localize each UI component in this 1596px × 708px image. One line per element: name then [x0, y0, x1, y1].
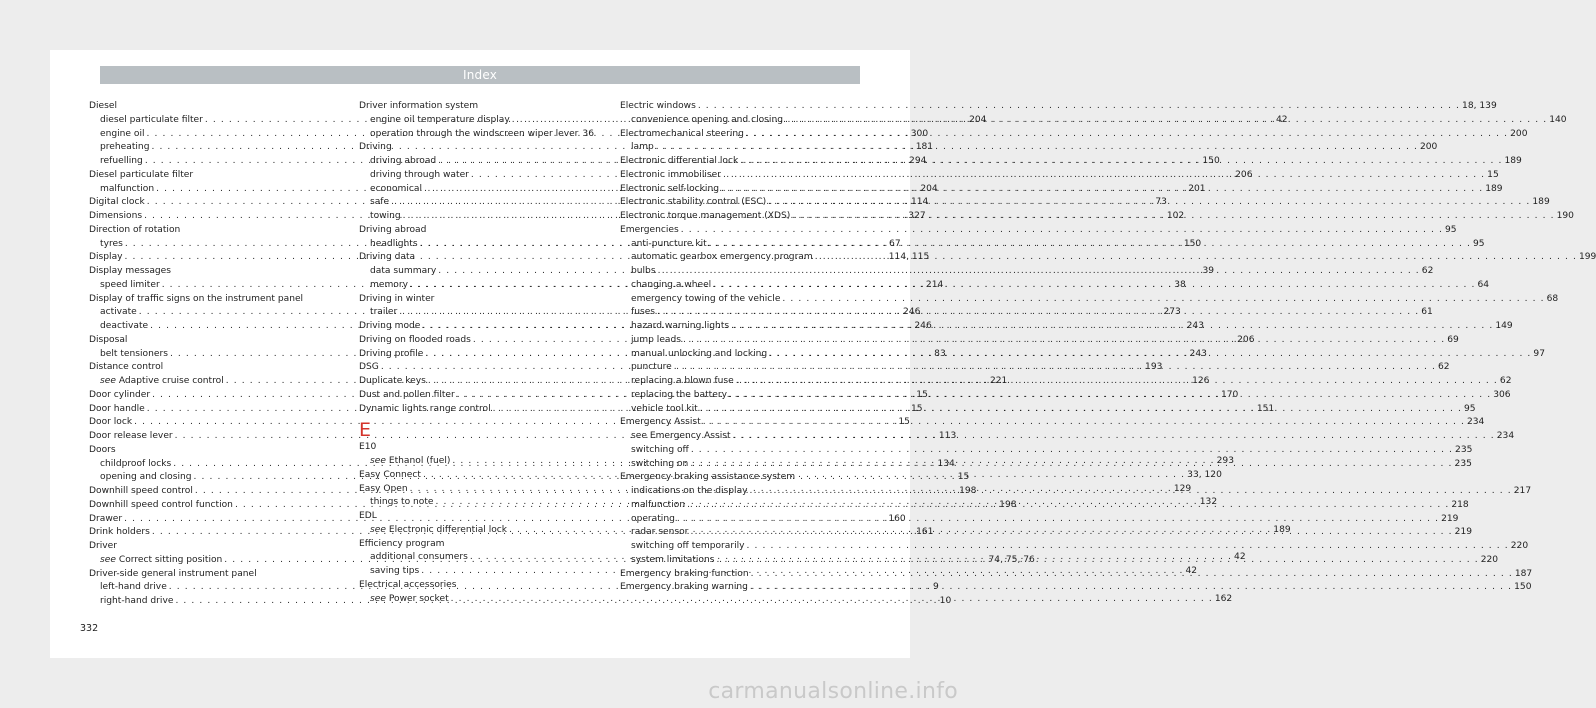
page-ref: 234: [1466, 417, 1485, 428]
page-title: Index: [462, 68, 498, 82]
page-ref: 206: [1237, 334, 1255, 345]
dot-leader: [747, 540, 1509, 554]
page-ref: 151: [1256, 403, 1275, 414]
entry-term: Duplicate keys: [359, 376, 426, 386]
entry-term: Emergency braking assistance system: [620, 472, 796, 483]
entry-term-text: Electronic differential lock: [388, 524, 508, 535]
page-ref: 129: [1173, 483, 1192, 494]
entry-term: driving abroad: [370, 156, 437, 166]
dot-leader: [785, 114, 1547, 128]
dot-leader: [658, 265, 1420, 279]
page-ref: 199: [1578, 252, 1596, 263]
index-entry: [620, 224, 1457, 238]
page-ref: 114, 115: [888, 252, 930, 263]
index-entry: [89, 334, 319, 348]
dot-leader: [733, 430, 1495, 444]
dot-leader: [740, 155, 1502, 169]
page-ref: 235: [1454, 458, 1472, 469]
page-ref: 294: [909, 156, 927, 166]
dot-leader: [751, 568, 1513, 582]
index-entry: [89, 100, 319, 114]
page-ref: 201: [1188, 183, 1206, 194]
entry-term: fuses: [631, 307, 656, 318]
page-header: [100, 66, 860, 84]
page-ref: 273: [1163, 307, 1181, 318]
page-ref: 293: [1216, 456, 1234, 466]
entry-term: switching off temporarily: [631, 541, 745, 551]
dot-leader: [700, 403, 1462, 417]
entry-term: lamp: [631, 142, 654, 153]
dot-leader: [746, 128, 1508, 142]
entry-term: Electric windows: [620, 101, 696, 111]
page-ref: 300: [910, 128, 929, 139]
entry-term: speed limiter: [100, 279, 160, 290]
entry-term: system limitations: [631, 554, 715, 565]
entry-term: right-hand drive: [100, 596, 174, 606]
entry-term: [100, 375, 224, 389]
dot-leader: [677, 513, 1439, 527]
entry-term: saving tips: [370, 566, 420, 576]
page-ref: 67: [889, 238, 901, 249]
dot-leader: [657, 306, 1419, 320]
entry-term: vehicle tool kit: [631, 403, 698, 414]
entry-term: emergency towing of the vehicle: [631, 293, 781, 304]
entry-term: indications on the display: [631, 486, 748, 496]
entry-term: Electronic immobiliser: [620, 169, 721, 180]
page-ref: 95: [1463, 403, 1476, 414]
page-ref: 200: [1510, 128, 1528, 139]
index-entry: [359, 579, 589, 593]
entry-term: Easy Connect: [359, 469, 421, 480]
dot-leader: [769, 348, 1531, 362]
entry-term: convenience opening and closing: [631, 114, 783, 125]
entry-term: DSG: [359, 362, 379, 373]
entry-term: childproof locks: [100, 458, 172, 469]
index-entry: [89, 224, 319, 238]
dot-leader: [681, 224, 1443, 238]
entry-term: Electronic differential lock: [620, 156, 739, 166]
page-ref: 140: [1549, 114, 1567, 125]
dot-leader: [736, 375, 1498, 389]
page-number: 332: [80, 623, 99, 634]
dot-leader: [792, 210, 1554, 224]
entry-term: Electronic stability control (ESC): [620, 197, 767, 208]
entry-term: opening and closing: [100, 472, 192, 483]
page-ref: 149: [1495, 321, 1513, 331]
index-entry: [89, 540, 319, 554]
entry-term: Display: [89, 252, 123, 263]
page-ref: 62: [1437, 362, 1450, 373]
entry-term: Drink holders: [89, 527, 150, 538]
index-entry: [89, 293, 319, 307]
entry-term: Doors: [89, 444, 116, 455]
entry-term: Door handle: [89, 403, 145, 414]
entry-term: puncture: [631, 362, 672, 373]
page-ref: 161: [916, 527, 934, 538]
entry-term-text: Ethanol (fuel): [388, 456, 451, 466]
index-entry: [359, 224, 589, 238]
page-ref: 15: [1487, 169, 1499, 180]
page-ref: 38: [1174, 279, 1186, 290]
entry-term: engine oil temperature display: [370, 114, 510, 125]
index-entry: [359, 128, 594, 142]
dot-leader: [723, 169, 1485, 183]
dot-leader: [782, 293, 1544, 307]
entry-term: automatic gearbox emergency program: [631, 252, 813, 263]
index-entry: [359, 441, 589, 455]
page-ref: 187: [1514, 568, 1533, 579]
page-ref: 220: [1510, 541, 1529, 551]
entry-term: additional consumers: [370, 552, 468, 563]
page-ref: 189: [1504, 156, 1522, 166]
entry-term: trailer: [370, 307, 398, 318]
entry-term: Emergency braking warning: [620, 582, 748, 593]
dot-leader: [683, 334, 1445, 348]
entry-term: E10: [359, 442, 377, 453]
dot-leader: [674, 361, 1436, 375]
entry-term-text: Adaptive cruise control: [118, 376, 224, 386]
page-ref: 15: [916, 389, 928, 400]
entry-term: tyres: [100, 238, 123, 249]
entry-term: Electrical accessories: [359, 579, 457, 590]
entry-term-text: Power socket: [388, 593, 449, 604]
page-ref: 33, 120: [1187, 469, 1222, 480]
page-ref: 68: [1546, 293, 1559, 304]
entry-term: Emergencies: [620, 224, 679, 235]
entry-term: deactivate: [100, 321, 149, 331]
entry-term: see Emergency Assist: [631, 431, 731, 441]
entry-term: Driving in winter: [359, 293, 435, 304]
entry-term: hazard warning lights: [631, 321, 730, 331]
entry-term: [370, 455, 450, 469]
page-ref: 36: [582, 128, 594, 139]
entry-term: Distance control: [89, 362, 164, 373]
page-ref: 18, 139: [1462, 101, 1497, 111]
page-ref: 198: [999, 499, 1017, 510]
entry-term: malfunction: [631, 499, 686, 510]
dot-leader: [768, 196, 1530, 210]
entry-term: Downhill speed control: [89, 486, 193, 496]
entry-term: operation through the windscreen wiper lever: [370, 128, 579, 139]
entry-term: jump leads: [631, 334, 682, 345]
index-entry: [89, 169, 319, 183]
see-reference: see: [370, 593, 386, 604]
page-ref: 42: [1275, 114, 1288, 125]
page-ref: 235: [1455, 444, 1473, 455]
entry-term: Driving abroad: [359, 224, 427, 235]
entry-term: driving through water: [370, 169, 469, 180]
entry-term: Display of traffic signs on the instrument panel: [89, 293, 304, 304]
see-reference: see: [370, 456, 386, 466]
page-ref: 220: [1480, 554, 1499, 565]
dot-leader: [690, 458, 1452, 472]
dot-leader: [691, 444, 1453, 458]
entry-term: Electronic self-locking: [620, 183, 719, 194]
entry-term: operating: [631, 513, 675, 524]
index-entry: [620, 293, 1559, 307]
page-ref: 42: [1185, 566, 1198, 576]
entry-term: anti-puncture kit: [631, 238, 707, 249]
entry-term: Driving mode: [359, 321, 421, 331]
page-ref: 15: [898, 417, 910, 428]
entry-term: Driver-side general instrument panel: [89, 568, 257, 579]
entry-term: Dimensions: [89, 211, 143, 221]
page-ref: 243: [1189, 348, 1207, 359]
page-ref: 83: [934, 348, 946, 359]
page-ref: 150: [1514, 582, 1532, 593]
entry-term: Drawer: [89, 513, 123, 524]
entry-term: Direction of rotation: [89, 224, 181, 235]
page-ref: 64: [1477, 279, 1490, 290]
dot-leader: [717, 554, 1479, 568]
page-ref: 74, 75, 76: [988, 554, 1035, 565]
entry-term: changing a wheel: [631, 279, 712, 290]
page-ref: 327: [908, 211, 926, 221]
entry-term: EDL: [359, 511, 377, 521]
page-ref: 218: [1451, 499, 1469, 510]
entry-term: Driving data: [359, 252, 416, 263]
page-ref: 200: [1419, 142, 1438, 153]
page-ref: 62: [1421, 266, 1434, 276]
index-entry: [359, 293, 589, 307]
page-ref: 132: [1199, 497, 1218, 508]
page-ref: 126: [1192, 376, 1210, 386]
page-ref: 198: [959, 486, 977, 496]
dot-leader: [713, 279, 1475, 293]
index-entry: [620, 540, 1529, 554]
dot-leader: [703, 416, 1465, 430]
page-ref: 102: [1166, 211, 1185, 221]
entry-term: things to note: [370, 497, 434, 508]
index-entry: [620, 471, 850, 485]
entry-term: Driver information system: [359, 101, 479, 111]
entry-term: memory: [370, 279, 408, 290]
page-ref: 193: [1145, 362, 1163, 373]
page-ref: 234: [1496, 431, 1515, 441]
entry-term: economical: [370, 183, 422, 194]
page-ref: 221: [989, 376, 1008, 386]
index-entry: [620, 581, 1532, 595]
entry-term: Driving on flooded roads: [359, 334, 471, 345]
entry-term: [100, 554, 222, 568]
index-entry: [359, 510, 589, 524]
page-ref: 214: [925, 279, 944, 290]
page-ref: 219: [1454, 527, 1473, 538]
index-entry: [359, 141, 589, 155]
entry-term: belt tensioners: [100, 348, 168, 359]
index-entry: [89, 361, 319, 375]
index-entry: [89, 444, 319, 458]
entry-term: Dynamic lights range control: [359, 403, 491, 414]
page-ref: 204: [920, 183, 938, 194]
page-ref: 15: [957, 472, 970, 483]
entry-term: [370, 524, 507, 538]
page-ref: 204: [969, 114, 987, 125]
entry-term: activate: [100, 307, 137, 318]
entry-term: towing: [370, 211, 401, 221]
entry-term: Diesel: [89, 101, 117, 111]
entry-term: Digital clock: [89, 197, 145, 208]
page-ref: 97: [1533, 348, 1545, 359]
entry-term: manual unlocking and locking: [631, 348, 768, 359]
index-entry: [89, 568, 319, 582]
page-ref: 62: [1499, 376, 1512, 386]
entry-term: Diesel particulate filter: [89, 169, 194, 180]
index-page: [50, 50, 1596, 658]
entry-term: switching on: [631, 458, 689, 469]
page-ref: 73: [1155, 197, 1167, 208]
dot-leader: [731, 320, 1493, 334]
page-ref: 150: [1202, 156, 1220, 166]
entry-term: data summary: [370, 266, 437, 276]
dot-leader: [709, 238, 1471, 252]
dot-leader: [815, 251, 1577, 265]
page-ref: 189: [1532, 197, 1550, 208]
page-ref: 10: [939, 596, 952, 606]
entry-term: Display messages: [89, 266, 172, 276]
page-ref: 134: [937, 458, 955, 469]
entry-term: Efficiency program: [359, 538, 445, 549]
dot-leader: [750, 485, 1512, 499]
entry-term: switching off: [631, 444, 689, 455]
page-ref: 95: [1445, 224, 1457, 235]
index-entry: [620, 100, 1497, 114]
page-ref: 170: [1220, 389, 1239, 400]
entry-term: Driving profile: [359, 348, 424, 359]
dot-leader: [721, 183, 1483, 197]
index-entry: [359, 251, 589, 265]
index-entry: [620, 444, 1473, 458]
page-ref: 114: [910, 197, 929, 208]
entry-term: engine oil: [100, 128, 145, 139]
entry-term: Emergency Assist: [620, 417, 701, 428]
page-ref: 15: [910, 403, 923, 414]
entry-term: Door lock: [89, 417, 133, 428]
entry-term: bulbs: [631, 266, 656, 276]
page-ref: 113: [938, 431, 957, 441]
entry-term: refuelling: [100, 156, 143, 166]
page-ref: 42: [1234, 552, 1246, 563]
entry-term: Door release lever: [89, 431, 173, 441]
entry-term: Electromechanical steering: [620, 128, 744, 139]
page-ref: 189: [1485, 183, 1503, 194]
entry-term: Dust and pollen filter: [359, 389, 455, 400]
entry-term-text: Correct sitting position: [118, 554, 223, 565]
entry-term: radar sensor: [631, 527, 689, 538]
entry-term: Door cylinder: [89, 389, 151, 400]
index-entry: [359, 538, 589, 552]
see-reference: see: [370, 524, 386, 535]
watermark: carmanualsonline.info: [708, 679, 958, 704]
entry-term: preheating: [100, 142, 150, 153]
page-ref: 189: [1273, 524, 1291, 535]
entry-term: Disposal: [89, 334, 128, 345]
entry-term: [370, 593, 449, 607]
page-ref: 61: [1421, 307, 1433, 318]
entry-term: malfunction: [100, 183, 155, 194]
entry-term: replacing the battery: [631, 389, 727, 400]
page-ref: 181: [915, 142, 934, 153]
dot-leader: [698, 100, 1460, 114]
see-reference: see: [100, 376, 116, 386]
index-entry: [359, 100, 589, 114]
entry-term: Driving: [359, 142, 392, 153]
page-ref: 160: [888, 513, 906, 524]
entry-term: Easy Open: [359, 483, 408, 494]
see-reference: see: [100, 554, 116, 565]
page-ref: 246: [914, 321, 932, 331]
page-ref: 39: [1202, 266, 1215, 276]
page-ref: 217: [1513, 486, 1532, 496]
page-ref: 150: [1183, 238, 1202, 249]
page-ref: 243: [1186, 321, 1204, 331]
dot-leader: [656, 141, 1418, 155]
page-ref: 69: [1447, 334, 1459, 345]
page-ref: 219: [1441, 513, 1459, 524]
entry-term: diesel particulate filter: [100, 114, 203, 125]
entry-term: Downhill speed control function: [89, 499, 233, 510]
page-ref: 95: [1472, 238, 1485, 249]
entry-term: left-hand drive: [100, 582, 167, 593]
entry-term: Emergency braking function: [620, 568, 749, 579]
page-ref: 206: [1235, 169, 1253, 180]
entry-term: Driver: [89, 541, 117, 551]
page-ref: 306: [1493, 389, 1511, 400]
dot-leader: [750, 581, 1512, 595]
index-letter: E: [359, 419, 372, 442]
page-ref: 162: [1214, 593, 1233, 604]
page-ref: 246: [903, 307, 921, 318]
index-entry: [89, 265, 319, 279]
entry-term: Electronic torque management (XDS): [620, 211, 791, 221]
dot-leader: [690, 526, 1452, 540]
page-ref: 190: [1556, 211, 1574, 221]
entry-term: replacing a blown fuse: [631, 376, 734, 386]
dot-leader: [687, 499, 1449, 513]
page-ref: 9: [933, 582, 939, 593]
entry-term: safe: [370, 197, 390, 208]
dot-leader: [729, 389, 1491, 403]
entry-term: headlights: [370, 238, 418, 249]
